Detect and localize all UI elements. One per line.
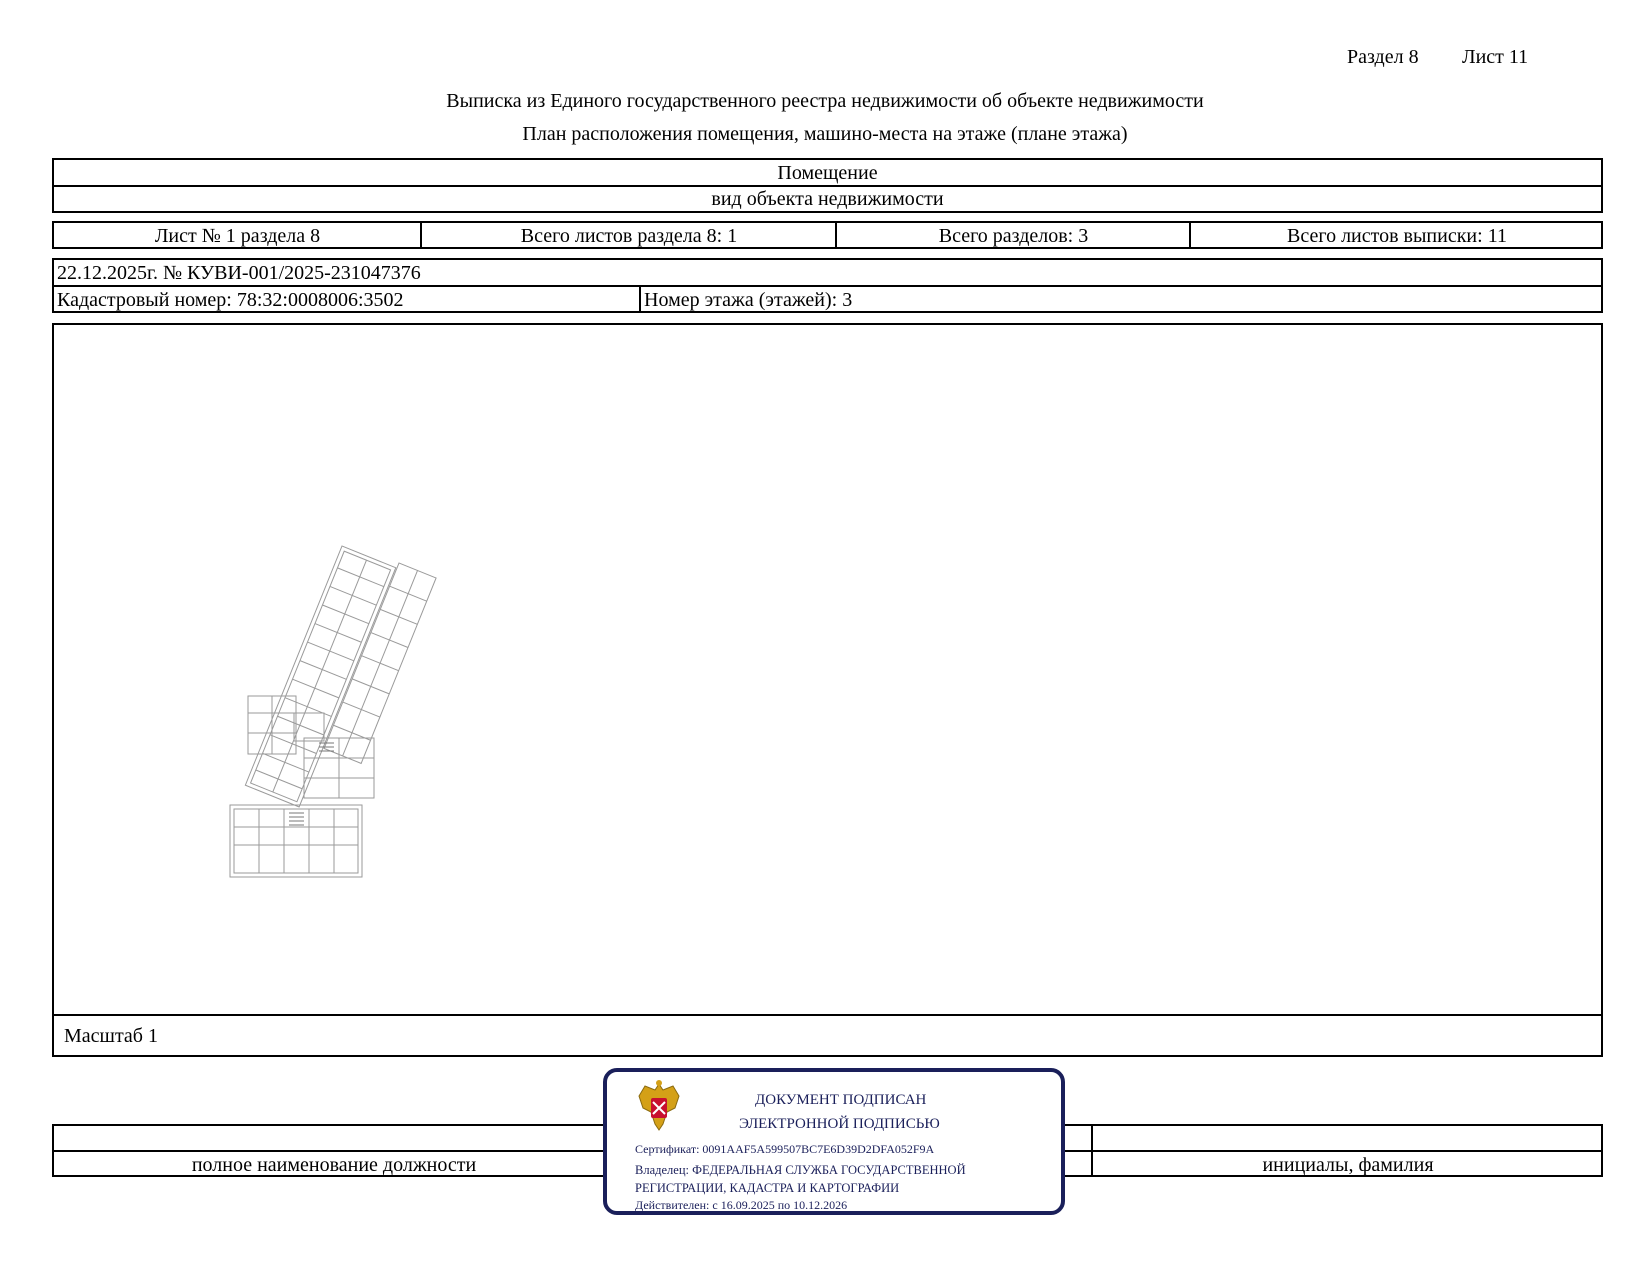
sheets-row — [52, 221, 1603, 249]
stamp-owner-line2: РЕГИСТРАЦИИ, КАДАСТРА И КАРТОГРАФИИ — [635, 1181, 900, 1195]
floor-plan-frame — [52, 323, 1603, 1057]
section-number: Раздел 8 — [1347, 46, 1419, 68]
name-caption: инициалы, фамилия — [1262, 1154, 1434, 1176]
object-type: Помещение — [777, 162, 878, 184]
plan-wing-main — [245, 546, 395, 807]
document-title: Выписка из Единого государственного реестра недвижимости об объекте недвижимости — [446, 90, 1204, 112]
floor-number: Номер этажа (этажей): 3 — [644, 289, 853, 311]
total-section-sheets: Всего листов раздела 8: 1 — [520, 225, 738, 247]
sheet-of-section: Лист № 1 раздела 8 — [154, 225, 321, 247]
document-subtitle: План расположения помещения, машино-места на этаже (плане этажа) — [522, 123, 1128, 145]
stamp-certificate: Сертификат: 0091AAF5A599507BC7E6D39D2DFA052F9A — [635, 1142, 935, 1156]
coat-of-arms-icon — [633, 1078, 685, 1134]
stamp-validity: Действителен: с 16.09.2025 по 10.12.2026 — [635, 1198, 848, 1212]
object-type-caption: вид объекта недвижимости — [711, 188, 944, 210]
stamp-owner-line1: Владелец: ФЕДЕРАЛЬНАЯ СЛУЖБА ГОСУДАРСТВЕННОЙ — [635, 1163, 966, 1177]
object-type-box — [52, 158, 1603, 213]
plan-block-bottom — [230, 805, 362, 877]
stamp-line2: ЭЛЕКТРОННОЙ ПОДПИСЬЮ — [739, 1116, 940, 1132]
sheet-number: Лист 11 — [1462, 46, 1529, 68]
cadastral-number: Кадастровый номер: 78:32:0008006:3502 — [57, 289, 404, 311]
info-box — [52, 258, 1603, 313]
date-number: 22.12.2025г. № КУВИ-001/2025-231047376 — [57, 262, 421, 284]
floor-plan-drawing — [164, 543, 464, 943]
total-sections: Всего разделов: 3 — [938, 225, 1089, 247]
stamp-line1: ДОКУМЕНТ ПОДПИСАН — [755, 1092, 927, 1108]
position-caption: полное наименование должности — [191, 1154, 477, 1176]
scale-label: Масштаб 1 — [64, 1025, 158, 1047]
total-extract-sheets: Всего листов выписки: 11 — [1287, 225, 1507, 247]
electronic-signature-stamp — [603, 1068, 1065, 1215]
